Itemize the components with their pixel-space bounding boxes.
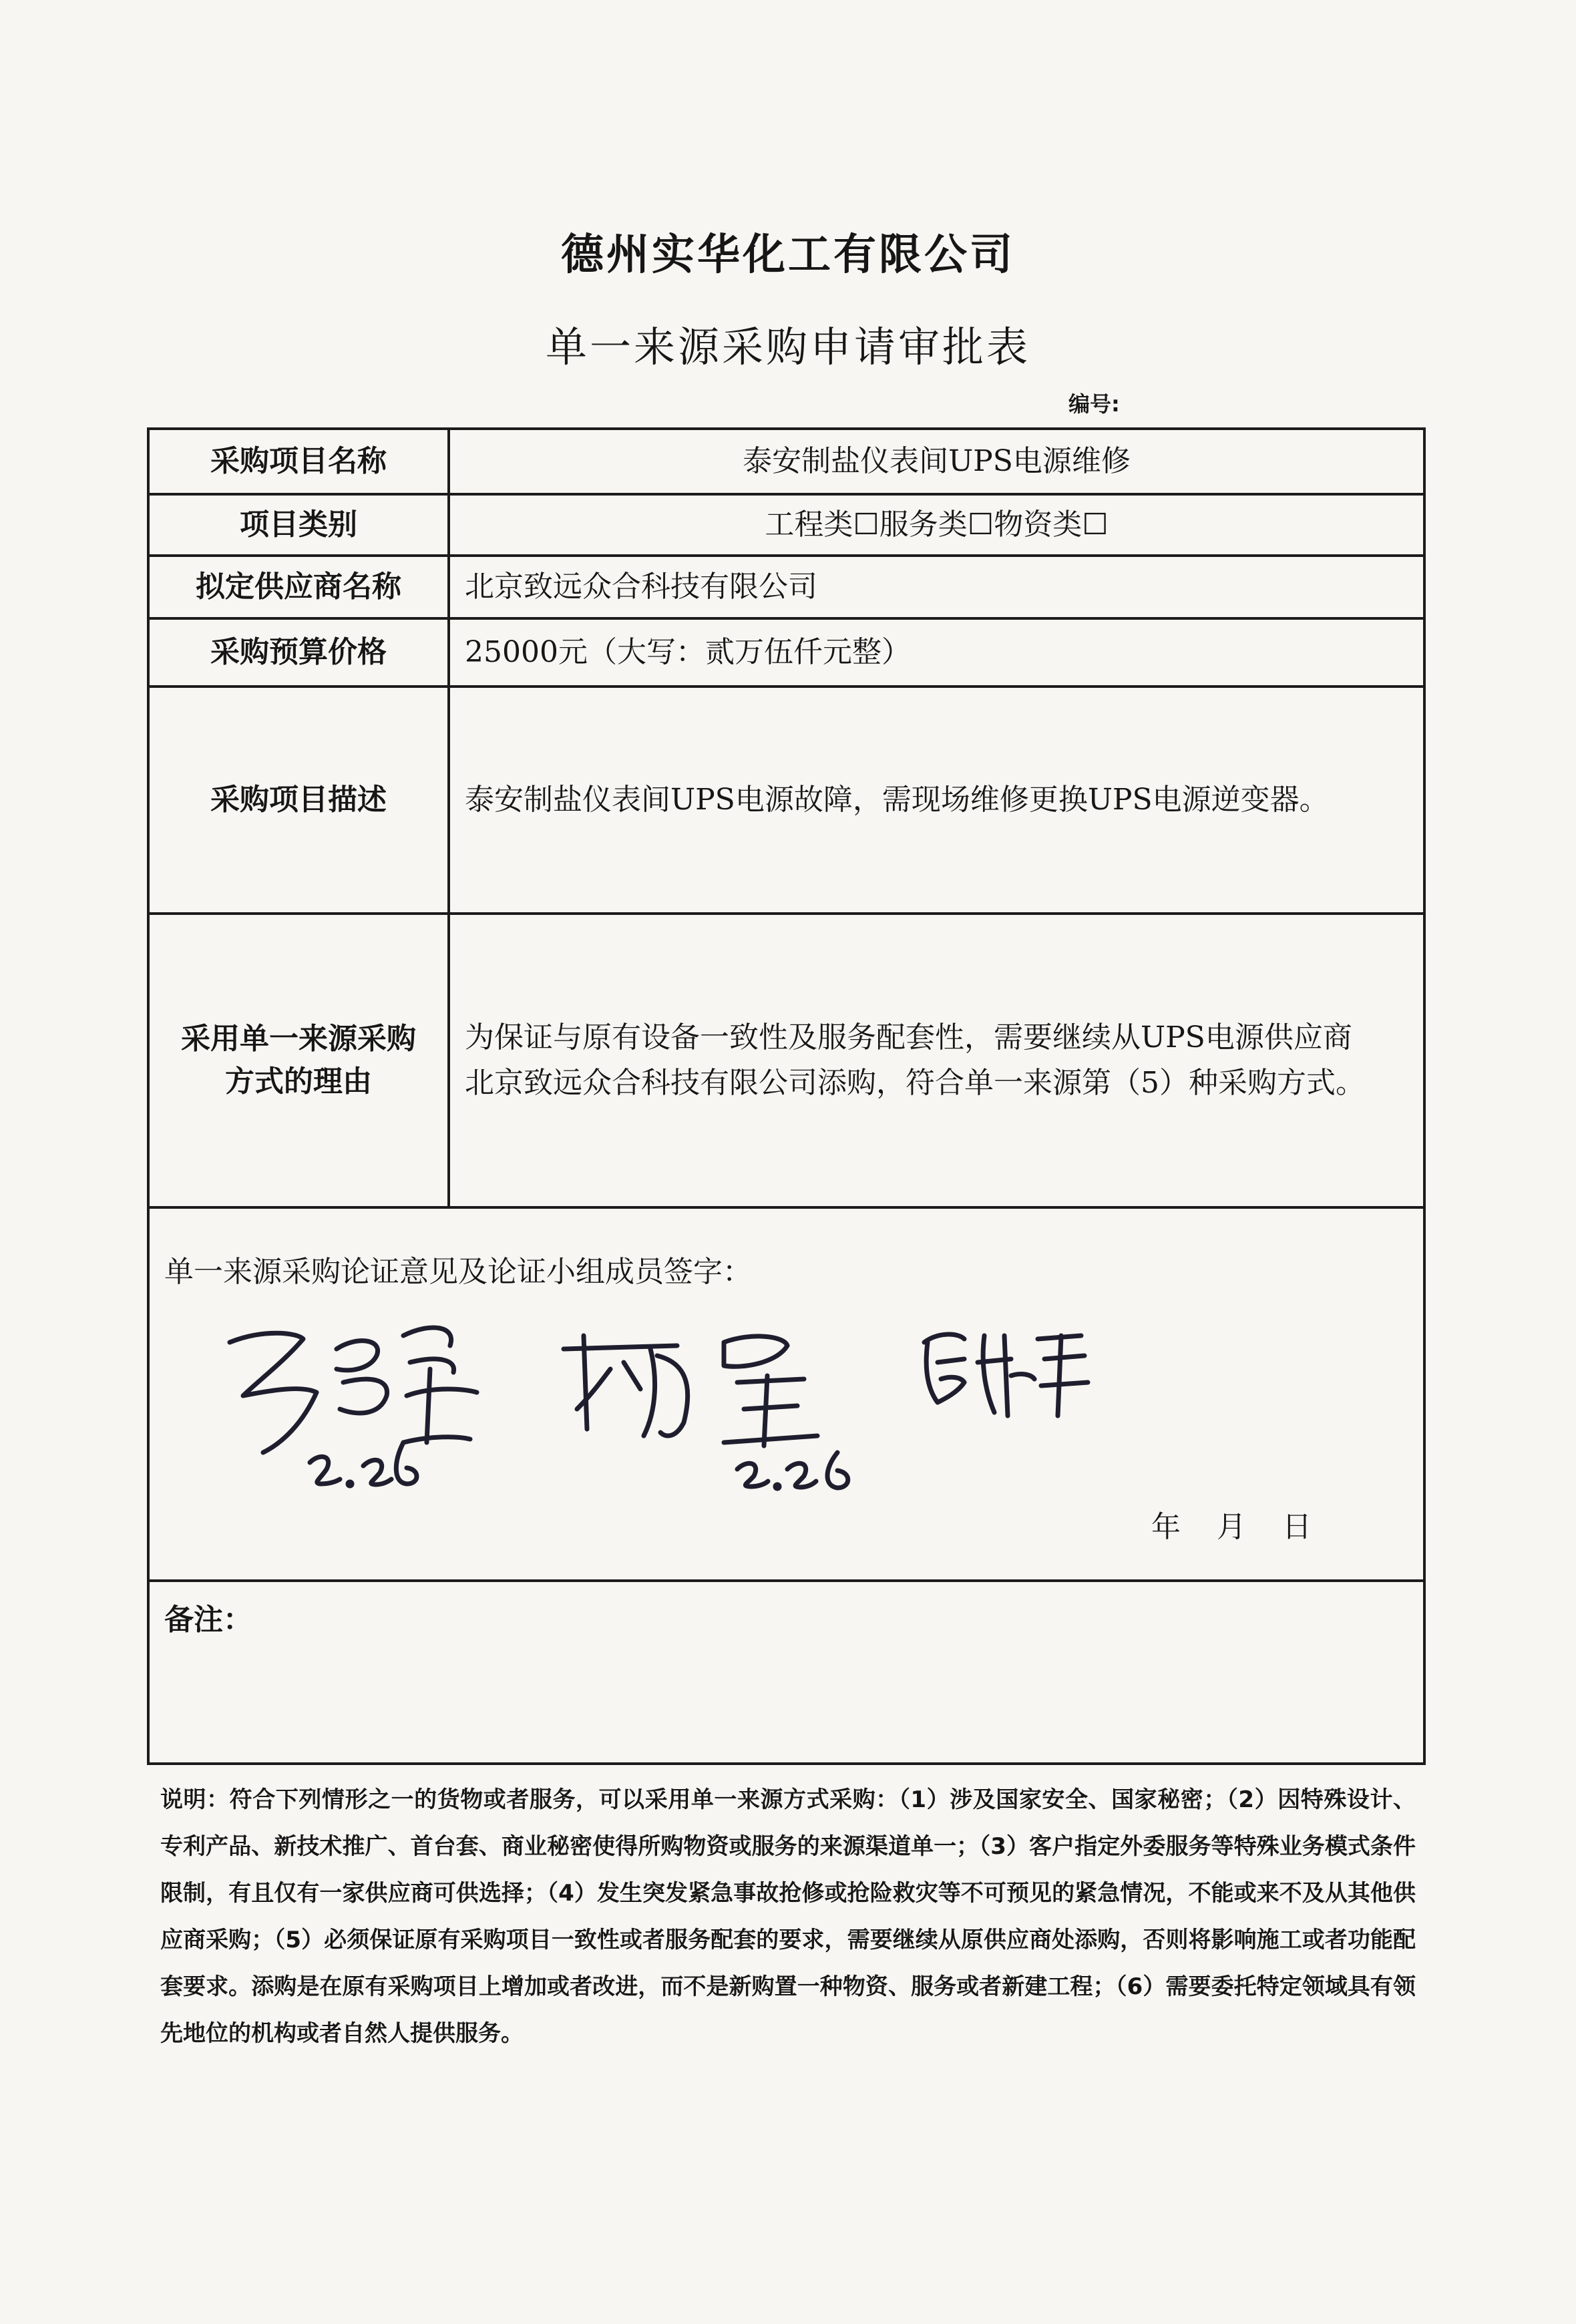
budget-value: 25000元（大写：贰万伍仟元整） <box>449 618 1424 687</box>
reason-value <box>449 914 1424 1207</box>
row-supplier <box>148 556 1424 618</box>
serial-number-label: 编号: <box>1068 391 1120 417</box>
row-signatures <box>148 1207 1424 1581</box>
signature-2-date: 2.26 <box>857 1494 873 1501</box>
signature-block <box>150 1209 1423 1579</box>
budget-label: 采购预算价格 <box>148 618 449 687</box>
supplier-value: 北京致远众合科技有限公司 <box>449 556 1424 618</box>
reason-value-line2: 北京致远众合科技有限公司添购，符合单一来源第（5）种采购方式。 <box>465 1066 1365 1100</box>
explanation-text: 说明：符合下列情形之一的货物或者服务，可以采用单一来源方式采购：（1）涉及国家安全、国家秘密；（2）因特殊设计、专利产品、新技术推广、首台套、商业秘密使得所购物资或服务的来源渠道单一；（3）客户指定外委服务等特殊业务模式条件限制，有且仅有一家供应商可供选择；（4）发生突发紧急事故抢修或抢险救灾等不可预见的紧急情况，不能或来不及从其他供应商采购；（5）必须保证原有采购项目一致性或者服务配套的要求，需要继续从原供应商处添购，否则将影响施工或者功能配套要求。添购是在原有采购项目上增加或者改进，而不是新购置一种物资、服务或者新建工程；（6）需要委托特定领域具有领先地位的机构或者自然人提供服务。 <box>160 1786 1416 2047</box>
approval-form-table <box>147 427 1426 1765</box>
reason-label <box>148 914 449 1207</box>
handwritten-signature-3 <box>911 1316 1098 1429</box>
notes-block <box>150 1582 1423 1762</box>
reason-value-line1: 为保证与原有设备一致性及服务配套性，需要继续从UPS电源供应商 <box>465 1020 1352 1054</box>
row-category <box>148 494 1424 556</box>
supplier-label: 拟定供应商名称 <box>148 556 449 618</box>
description-value: 泰安制盐仪表间UPS电源故障，需现场维修更换UPS电源逆变器。 <box>449 687 1424 914</box>
reason-label-line1: 采用单一来源采购 <box>181 1022 416 1056</box>
row-project-name <box>148 429 1424 494</box>
row-budget <box>148 618 1424 687</box>
signature-date-line: 年 月 日 <box>1151 1510 1312 1544</box>
category-label: 项目类别 <box>148 494 449 556</box>
project-name-value: 泰安制盐仪表间UPS电源维修 <box>449 429 1424 494</box>
row-notes <box>148 1581 1424 1764</box>
notes-cell <box>148 1581 1424 1764</box>
row-reason <box>148 914 1424 1207</box>
form-title: 单一来源采购申请审批表 <box>545 323 1030 371</box>
signature-1-date: 2.26 <box>490 1497 506 1505</box>
reason-label-line2: 方式的理由 <box>225 1064 372 1099</box>
handwritten-signature-2 <box>524 1309 898 1503</box>
handwritten-signature-1 <box>203 1309 550 1509</box>
category-value: 工程类☐服务类☐物资类☐ <box>449 494 1424 556</box>
company-title: 德州实华化工有限公司 <box>561 230 1015 280</box>
description-label: 采购项目描述 <box>148 687 449 914</box>
project-name-label: 采购项目名称 <box>148 429 449 494</box>
signature-cell <box>148 1207 1424 1581</box>
row-description <box>148 687 1424 914</box>
notes-label: 备注： <box>164 1603 252 1637</box>
signature-heading: 单一来源采购论证意见及论证小组成员签字： <box>164 1255 752 1289</box>
